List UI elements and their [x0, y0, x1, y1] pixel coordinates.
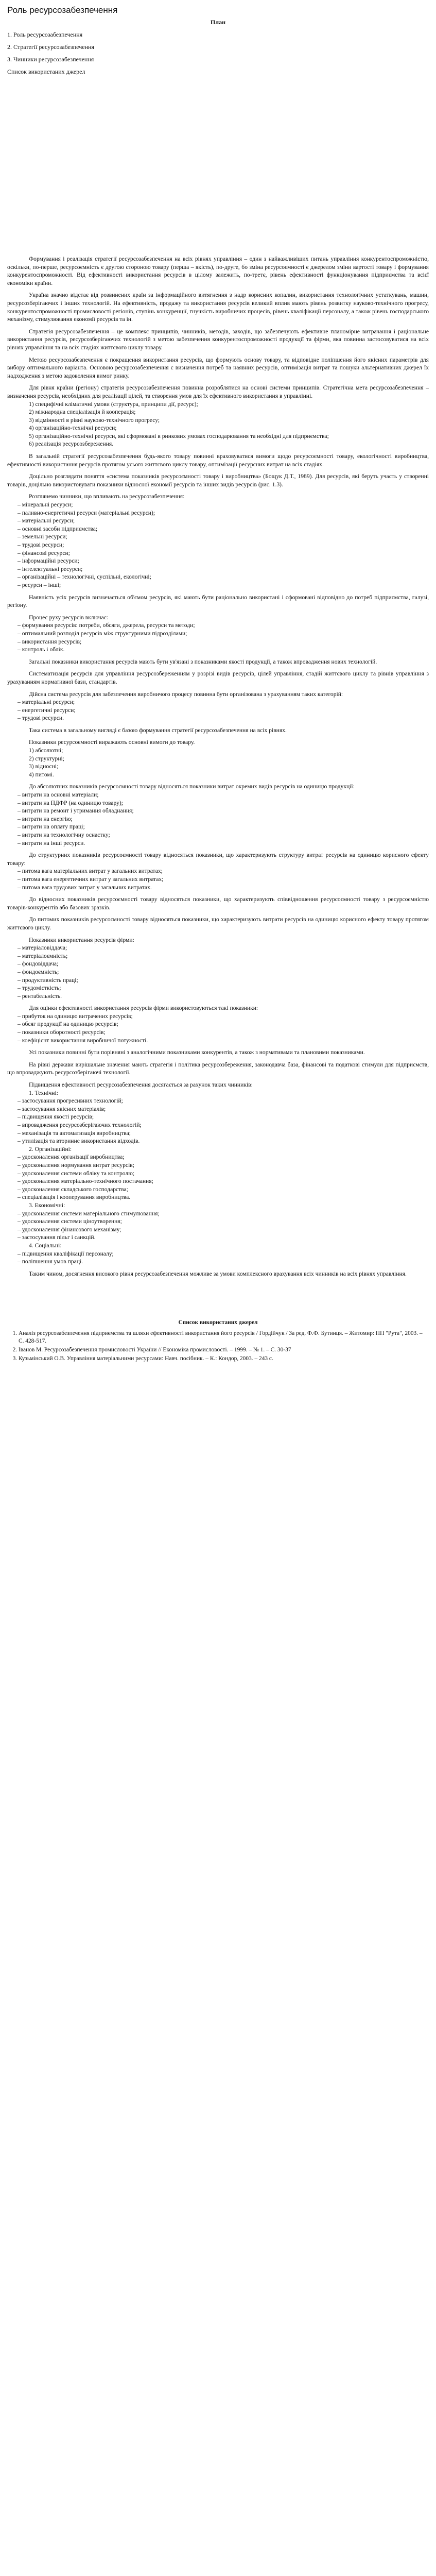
list-item: – матеріаловіддача;	[18, 944, 67, 952]
body-paragraph: Розглянемо чинники, що впливають на ресурсозабезпечення:	[29, 493, 185, 500]
list-item: 4) питомі.	[29, 771, 54, 778]
list-item: 5) організаційно-технічні ресурси, які сформовані в ринкових умовах господарювання та необхідні для підприємства;	[29, 432, 329, 439]
list-item: – матеріальні ресурси;	[18, 699, 75, 706]
spacer	[7, 80, 429, 255]
list-item: 3. Економічні:	[29, 1201, 65, 1209]
list-item: – удосконалення системи обліку та контролю;	[18, 1170, 135, 1177]
body-paragraph: Показники використання ресурсів фірми:	[29, 936, 134, 943]
list-item: 1) специфічні кліматичні умови (структура, принципи дії, ресурс);	[29, 400, 198, 408]
list-item: – застосування якісних матеріалів;	[18, 1105, 106, 1112]
list-item: – формування ресурсів: потреби, обсяги, джерела, ресурси та методи;	[18, 622, 195, 629]
body-paragraph: Стратегія ресурсозабезпечення – це комплекс принципів, чинників, методів, заходів, що забезпечують ефективне планомірне витрачання і раціональне використання ресурсів, ресурсозберігаючих технологій з метою забезпечення конкурентоспроможності продукції та фірми, яка повинна застосовуватися на всіх рівнях управління та на всіх стадіях життєвого циклу товару.	[7, 328, 429, 351]
body-paragraph: Загальні показники використання ресурсів мають бути ув'язані з показниками якості продукції, а також впровадження нових технологій.	[29, 658, 377, 665]
list-item: – організаційні – технологічні, суспільні, екологічні;	[18, 573, 151, 581]
body-paragraph: Підвищення ефективності ресурсозабезпечення досягається за рахунок таких чинників:	[29, 1081, 253, 1089]
list-item: – удосконалення нормування витрат ресурсів;	[18, 1161, 134, 1168]
body-paragraph: Для оцінки ефективності використання ресурсів фірми використовуються такі показники:	[29, 1005, 258, 1012]
list-item: – застосування пільг і санкцій.	[18, 1234, 96, 1241]
list-item: – витрати на ПДФР (на одиницю товару);	[18, 799, 123, 806]
list-item: – фондоємність;	[18, 968, 59, 975]
body-paragraph: Процес руху ресурсів включає:	[29, 614, 108, 621]
body-paragraph: До абсолютних показників ресурсоємності товару відносяться показники витрат окремих видів ресурсів на одиницю продукції:	[29, 783, 355, 790]
list-item: – рентабельність.	[18, 992, 62, 999]
list-item: – удосконалення організації виробництва;	[18, 1154, 125, 1161]
list-item: – продуктивність праці;	[18, 976, 78, 984]
body-paragraph: Усі показники повинні бути порівняні з аналогічними показниками конкурентів, а також з нормативами та плановими показниками.	[29, 1049, 365, 1056]
document-body	[7, 255, 429, 1278]
list-item: – трудові ресурси;	[18, 541, 64, 548]
list-item: – земельні ресурси;	[18, 533, 67, 540]
list-item: – удосконалення складського господарства;	[18, 1185, 128, 1193]
list-item: – ресурси – інші;	[18, 581, 61, 588]
list-item: 4) організаційно-технічні ресурси;	[29, 425, 117, 432]
list-item: – інформаційні ресурси;	[18, 557, 79, 565]
reference-item: 3. Кузьмінський О.В. Управління матеріальними ресурсами: Навч. посібник. – К.: Кондор, 2003. – 243 с.	[19, 1355, 429, 1363]
references-section	[7, 1319, 429, 1363]
list-item: – прибуток на одиницю витрачених ресурсів;	[18, 1012, 133, 1020]
toc-item: 1. Роль ресурсозабезпечення	[7, 31, 83, 38]
list-item: – витрати на основні матеріали;	[18, 791, 99, 799]
list-item: – удосконалення фінансового механізму;	[18, 1226, 121, 1233]
references-title: Список використаних джерел	[178, 1319, 258, 1326]
list-item: 3) відмінності в рівні науково-технічного прогресу;	[29, 416, 160, 423]
table-of-contents	[7, 30, 429, 76]
body-paragraph: Така система в загальному вигляді є базою формування стратегії ресурсозабезпечення на всіх рівнях.	[29, 726, 287, 734]
reference-item: 2. Іванов М. Ресурсозабезпечення промисловості України // Економіка промисловості. – 1999. – № 1. – С. 30-37	[19, 1346, 429, 1354]
body-paragraph: Україна значно відстає від розвинених країн за інформаційного витягнення з надр корисних копалин, використання технологічних устаткувань, машин, ресурсозберігаючих і інших технологій. На ефективність, продажу та використання ресурсів великий вплив мають рівень розвитку науково-технічного прогресу, конкурентоспроможності промисловості регіонів, ступінь конкуренції, гнучкість виробничих процесів, рівень кваліфікації персоналу, а також рівень господарського механізму, стимулювання економії ресурсів та ін.	[7, 292, 429, 323]
list-item: – витрати на технологічну оснастку;	[18, 832, 110, 838]
list-item: – фондовіддача;	[18, 960, 59, 968]
list-item: – спеціалізація і кооперування виробництва.	[18, 1194, 131, 1201]
list-item: – фінансові ресурси;	[18, 549, 70, 556]
list-item: – коефіцієнт використання виробничої потужності.	[18, 1037, 148, 1044]
list-item: – паливно-енергетичні ресурси (матеріальні ресурси);	[18, 509, 155, 516]
body-paragraph: Таким чином, досягнення високого рівня ресурсозабезпечення можливе за умови комплексного врахування всіх чинників на всіх рівнях управління.	[29, 1270, 407, 1277]
body-paragraph: В загальній стратегії ресурсозабезпечення будь-якого товару повинні враховуватися вимоги щодо ресурсоємності товару, екологічності виробництва, ефективності використання ресурсів протягом усього життєвого циклу товару, оптимізації ресурсних витрат на всіх стадіях.	[7, 453, 429, 468]
list-item: – використання ресурсів;	[18, 638, 82, 645]
list-item: – впровадження ресурсозберігаючих технологій;	[18, 1122, 142, 1128]
list-item: 3) відносні;	[29, 763, 59, 770]
list-item: – витрати на оплату праці;	[18, 823, 85, 831]
list-item: – матеріалоємність;	[18, 952, 68, 959]
list-item: – підвищення кваліфікації персоналу;	[18, 1250, 114, 1257]
body-paragraph: До відносних показників ресурсоємності товару відносяться показники, що характеризують співвідношення ресурсоємності товару з ресурсоємністю товарів-конкурентів або базових зразків.	[7, 896, 429, 911]
body-paragraph: Доцільно розглядати поняття «система показників ресурсоємності товару і виробництва» (Бощук Д.Т., 1989). Для ресурсів, які беруть участь у створенні товарів, доцільно використовувати показники відносної економії ресурсів та інших видів ресурсів (рис. 1.3).	[7, 473, 429, 488]
toc-item: 3. Чинники ресурсозабезпечення	[7, 56, 94, 63]
body-paragraph: Для рівня країни (регіону) стратегія ресурсозабезпечення повинна розроблятися на основі системи принципів. Стратегічна мета ресурсозабезпечення – визначення ресурсів, необхідних для реалізації цілей, та створення умов для їх ефективного використання в управлінні.	[7, 384, 429, 399]
list-item: – витрати на інші ресурси.	[18, 839, 85, 846]
list-item: – трудові ресурси.	[18, 715, 64, 722]
list-item: – підвищення якості ресурсів;	[18, 1113, 94, 1121]
list-item: – мінеральні ресурси;	[18, 501, 73, 509]
list-item: – питома вага матеріальних витрат у загальних витратах;	[18, 868, 163, 875]
body-paragraph: Метою ресурсозабезпечення є покращення використання ресурсів, що формують основу товару, та відповідне поліпшення його якісних параметрів для вибору оптимального варіанта. Основою ресурсозабезпечення є визначення потреб та наявних ресурсів, оптимізація витрат та пошуки альтернативних джерел їх надходження з метою задоволення вимог ринку.	[7, 356, 429, 379]
body-paragraph: Систематизація ресурсів для управління ресурсозбереженням у розрізі видів ресурсів, цілей управління, стадій життєвого циклу та рівнів управління з урахуванням нормативної бази, стандартів.	[7, 670, 429, 685]
list-item: – трудомісткість;	[18, 985, 61, 992]
list-item: – питома вага трудових витрат у загальних витратах.	[18, 884, 152, 891]
body-paragraph: На рівні держави вирішальне значення мають стратегія і політика ресурсозбереження, законодавча база, фінансові та податкові стимули для підприємств, що впроваджують ресурсозберігаючі технології.	[7, 1061, 429, 1076]
list-item: – удосконалення системи матеріального стимулювання;	[18, 1210, 160, 1217]
body-paragraph: Наявність усіх ресурсів визначається об'ємом ресурсів, які мають бути раціонально використані і сформовані відповідно до потреб підприємства, галузі, регіону.	[7, 594, 429, 609]
references-list	[7, 1330, 429, 1363]
list-item: – поліпшення умов праці.	[18, 1258, 83, 1265]
list-item: – механізація та автоматизація виробництва;	[18, 1129, 131, 1137]
list-item: 2) міжнародна спеціалізація й кооперація;	[29, 409, 136, 416]
list-item: 2) структурні;	[29, 755, 64, 762]
body-paragraph: Формування і реалізація стратегії ресурсозабезпечення на всіх рівнях управління – один з найважливіших питань управління конкурентоспроможністю, оскільки, по-перше, ресурсоємність є другою стороною товару (перша – якість), по-друге, бо зміна ресурсоємності є джерелом зміни вартості товару і формування конкурентоспроможності. Від ефективності використання ресурсів в цілому залежить, по-третє, рівень ефективності функціонування підприємства та всієї економіки країни.	[7, 256, 429, 286]
page-title: Роль ресурсозабезпечення	[7, 5, 118, 15]
list-item: – матеріальні ресурси;	[18, 517, 75, 524]
body-paragraph: Показники ресурсоємності виражають основні вимоги до товару.	[29, 739, 195, 746]
list-item: – обсяг продукції на одиницю ресурсів;	[18, 1021, 118, 1028]
list-item: – основні засоби підприємства;	[18, 525, 98, 532]
list-item: – витрати на ремонт і утримання обладнання;	[18, 807, 134, 815]
reference-item: 1. Аналіз ресурсозабезпечення підприємства та шляхи ефективності використання його ресурсів / Гордійчук / За ред. Ф.Ф. Бутинця. – Житомир: ПП "Рута", 2003. – С. 428-517.	[19, 1330, 429, 1345]
list-item: 4. Соціальні:	[29, 1242, 62, 1249]
body-paragraph: Дійсна система ресурсів для забезпечення виробничого процесу повинна бути організована з урахуванням таких категорій:	[29, 690, 343, 698]
list-item: 6) реалізація ресурсозбереження.	[29, 440, 114, 448]
list-item: – застосування прогресивних технологій;	[18, 1097, 123, 1105]
list-item: – показники оборотності ресурсів;	[18, 1029, 106, 1036]
list-item: – витрати на енергію;	[18, 815, 73, 822]
list-item: – контроль і облік.	[18, 646, 65, 653]
toc-item: Список використаних джерел	[7, 68, 85, 75]
list-item: – удосконалення системи ціноутворення;	[18, 1218, 122, 1225]
list-item: – удосконалення матеріально-технічного постачання;	[18, 1178, 153, 1185]
plan-heading: План	[211, 19, 225, 26]
list-item: – інтелектуальні ресурси;	[18, 565, 83, 572]
list-item: – енергетичні ресурси;	[18, 706, 76, 714]
list-item: 1. Технічні:	[29, 1089, 58, 1096]
list-item: 1) абсолютні;	[29, 747, 63, 754]
body-paragraph: До структурних показників ресурсоємності товару відносяться показники, що характеризують структуру витрат ресурсів на одиницю корисного ефекту товару:	[7, 852, 429, 867]
list-item: – оптимальний розподіл ресурсів між структурними підрозділами;	[18, 630, 187, 637]
toc-item: 2. Стратегії ресурсозабезпечення	[7, 43, 94, 50]
list-item: – утилізація та вторинне використання відходів.	[18, 1138, 140, 1145]
list-item: 2. Організаційні:	[29, 1145, 72, 1153]
body-paragraph: До питомих показників ресурсоємності товару відносяться показники, що характеризують витрати ресурсів на одиницю корисного ефекту товару протягом життєвого циклу.	[7, 916, 429, 931]
list-item: – питома вага енергетичних витрат у загальних витратах;	[18, 875, 164, 883]
